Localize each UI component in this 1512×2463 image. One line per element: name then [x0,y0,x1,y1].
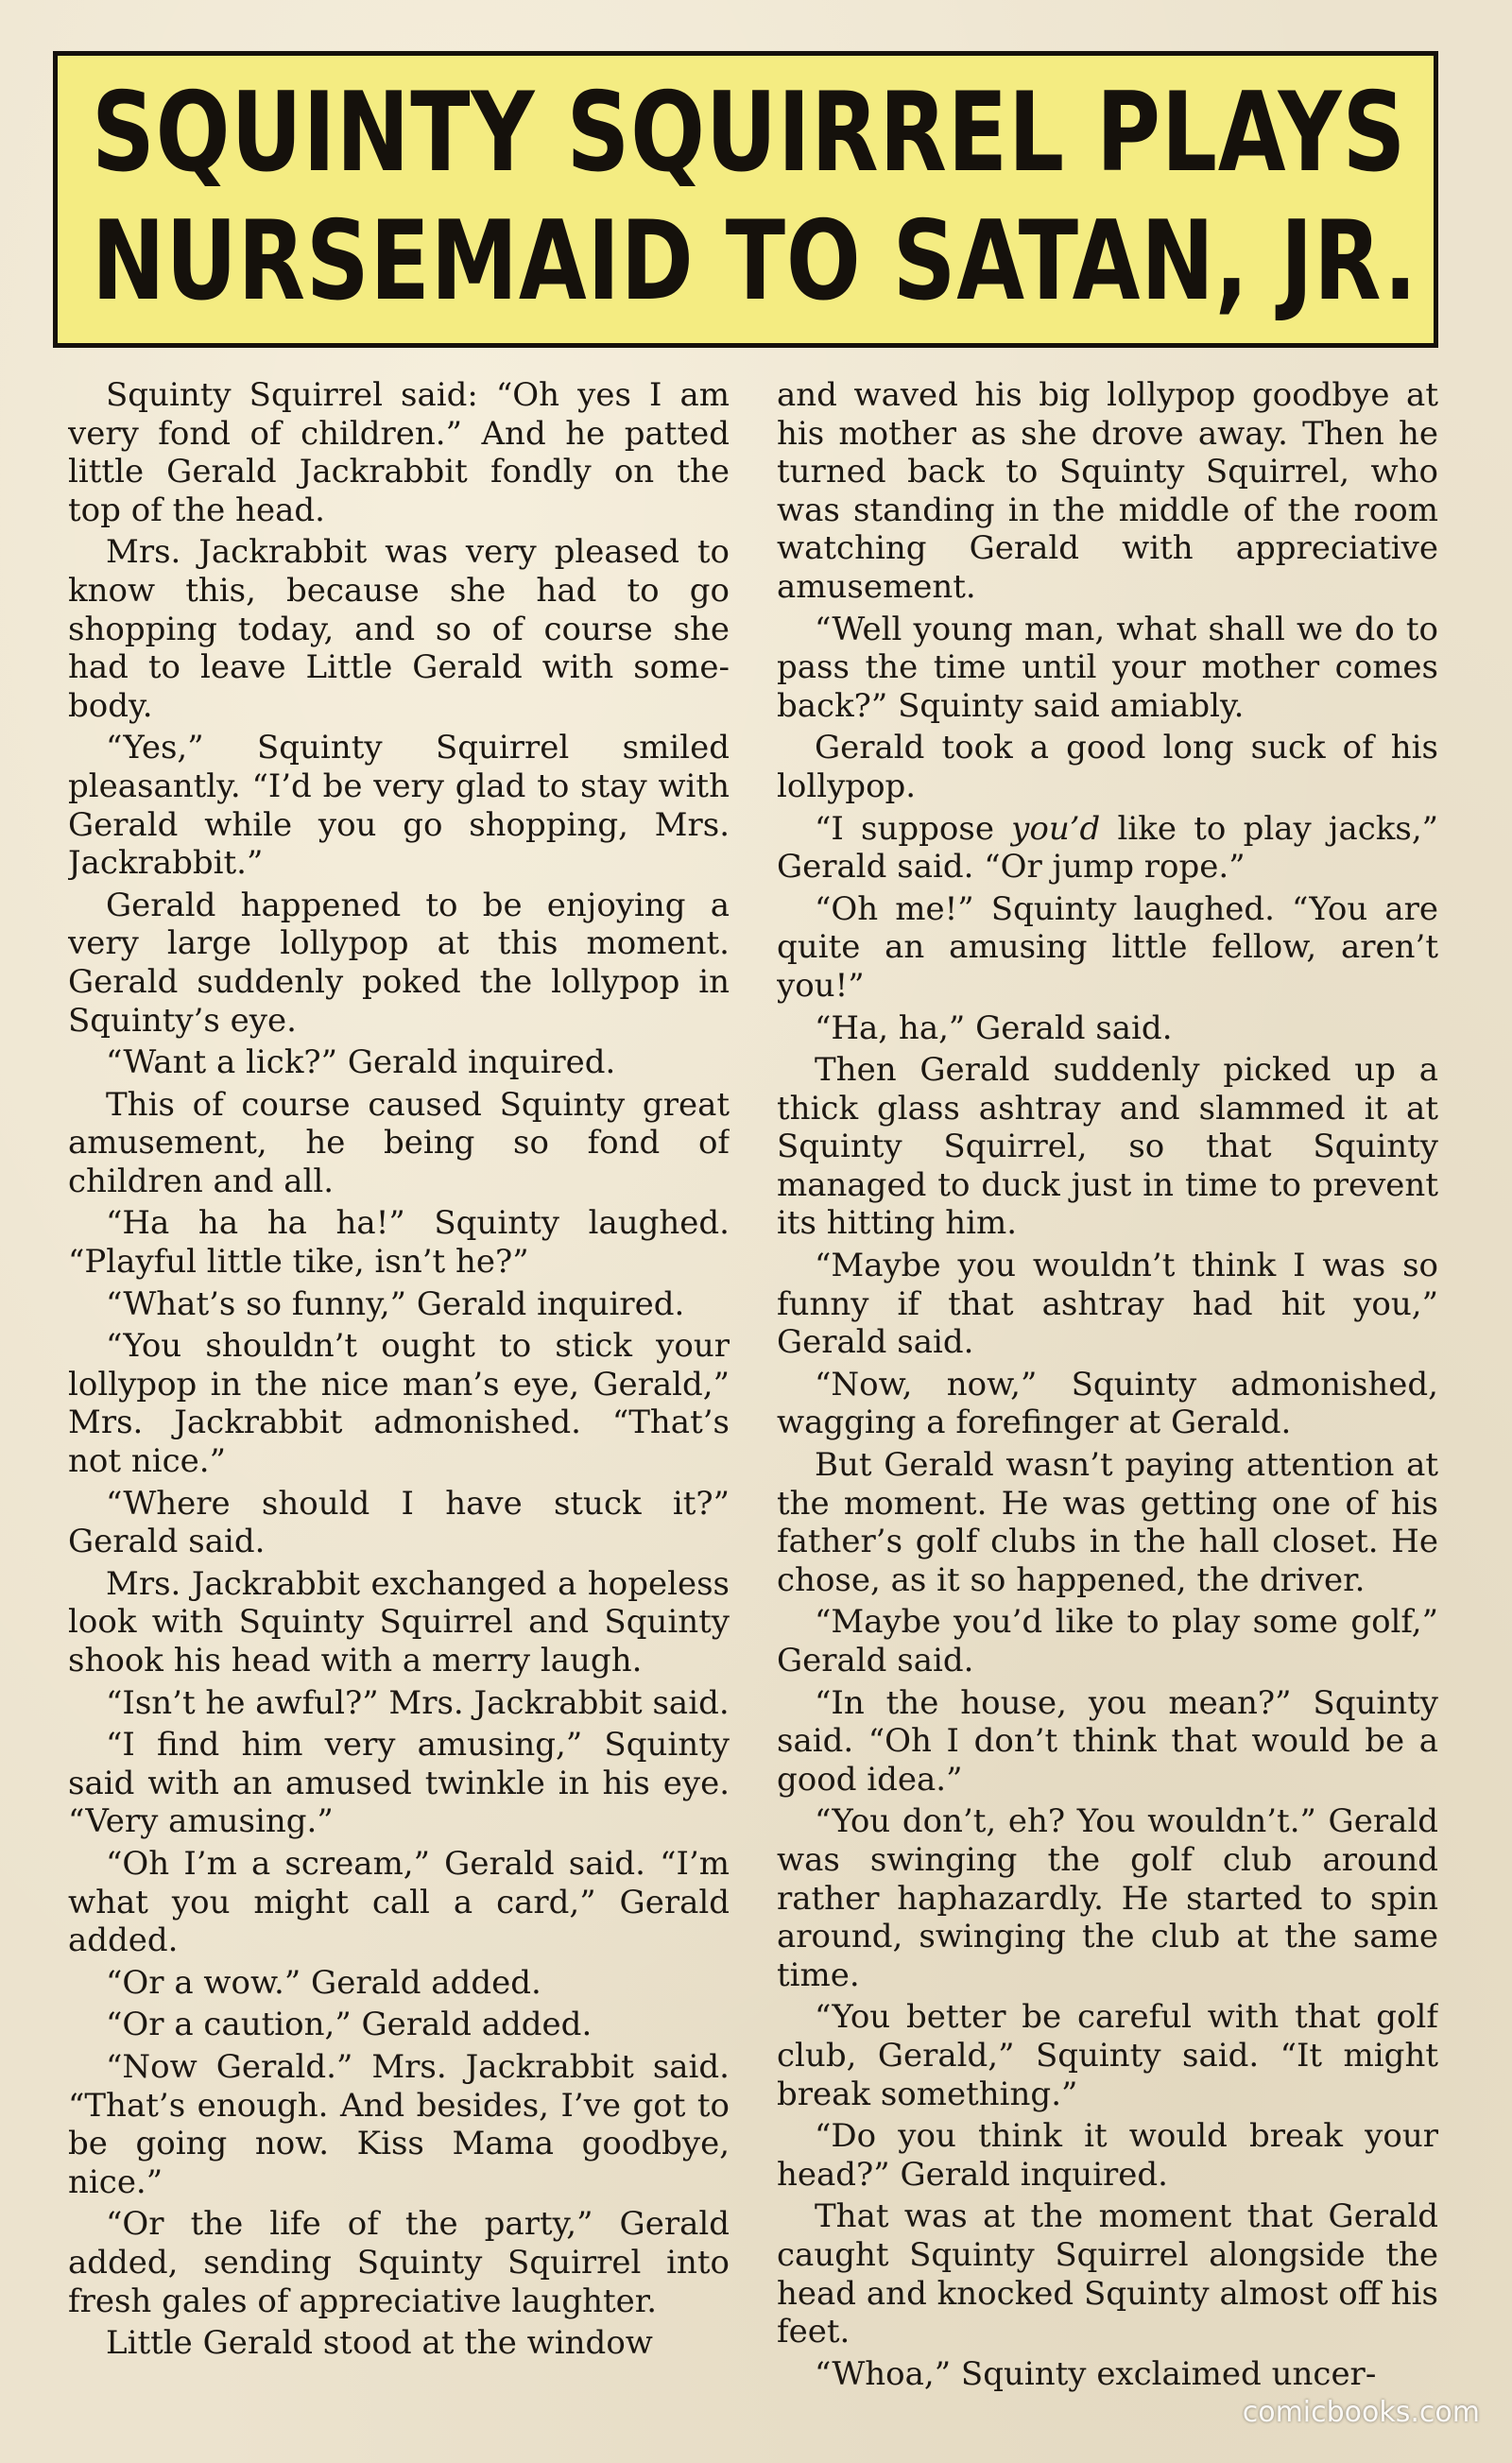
paragraph-continued: and waved his big lollypop goodbye at his mother as she drove away. Then he turned back to Squinty Squirrel, who was standing in the middle of the room watching Gerald with appreciative amusement. [777,376,1438,606]
paragraph: Little Gerald stood at the window [106,2324,653,2363]
paragraph: Gerald happened to be enjoying a very large lollypop at this moment. Gerald suddenly poked the lollypop in Squinty’s eye. [68,886,730,1040]
paragraph: That was at the moment that Gerald caught Squinty Squirrel alongside the head and knocked Squinty almost off his feet. [777,2197,1438,2351]
paragraph: “Now Gerald.” Mrs. Jackrabbit said. “That’s enough. And besides, I’ve got to be going now. Kiss Mama goodbye, nice.” [68,2047,730,2201]
paragraph: “Well young man, what shall we do to pass the time until your mother comes back?” Squinty said amiably. [777,610,1438,725]
paragraph-text: like to play jacks,” Gerald said. “Or jump rope.” [777,809,1438,887]
paragraph: “I find him very amusing,” Squinty said with an amused twinkle in his eye. “Very amusing.” [68,1726,730,1841]
title-line-1: SQUINTY SQUIRREL PLAYS [92,69,1407,197]
paragraph: “You shouldn’t ought to stick your lollypop in the nice man’s eye, Gerald,” Mrs. Jackrabbit admonished. “That’s not nice.” [68,1327,730,1481]
paragraph: “Or a caution,” Gerald added. [106,2006,593,2044]
paragraph-text: “I suppose [815,809,1012,848]
story-columns [68,376,1448,2393]
paragraph: “You don’t, eh? You wouldn’t.” Gerald was swinging the golf club around rather haphazardly. He started to spin around, swinging the club at the same time. [777,1802,1438,1994]
paragraph: “Isn’t he awful?” Mrs. Jackrabbit said. [106,1683,730,1722]
paragraph: “Whoa,” Squinty exclaimed uncer- [815,2354,1377,2393]
title-line-2: NURSEMAID TO SATAN, JR. [92,198,1418,325]
paragraph: Squinty Squirrel said: “Oh yes I am very fond of children.” And he patted little Gerald Jackrabbit fondly on the top of the head. [68,376,730,529]
paragraph: “Ha ha ha ha!” Squinty laughed. “Playful little tike, isn’t he?” [68,1204,730,1282]
paragraph: “Oh I’m a scream,” Gerald said. “I’m what you might call a card,” Gerald added. [68,1844,730,1960]
paragraph: “Yes,” Squinty Squirrel smiled pleasantly. “I’d be very glad to stay with Gerald while you go shopping, Mrs. Jackrabbit.” [68,729,730,883]
paragraph: “Maybe you wouldn’t think I was so funny if that ashtray had hit you,” Gerald said. [777,1247,1438,1362]
watermark-text: comicbooks.com [1242,2396,1480,2429]
title-box [53,51,1438,348]
paragraph: Mrs. Jackrabbit exchanged a hopeless look with Squinty Squirrel and Squinty shook his head with a merry laugh. [68,1564,730,1679]
paragraph: “Or the life of the party,” Gerald added, sending Squinty Squirrel into fresh gales of appreciative laughter. [68,2205,730,2320]
paragraph: Mrs. Jackrabbit was very pleased to know this, because she had to go shopping today, and so of course she had to leave Little Gerald with somebody. [68,533,730,725]
emphasis-text: you’d [1011,809,1101,848]
paragraph: But Gerald wasn’t paying attention at the moment. He was getting one of his father’s golf clubs in the hall closet. He chose, as it so happened, the driver. [777,1446,1438,1599]
paragraph: This of course caused Squinty great amusement, he being so fond of children and all. [68,1085,730,1200]
paragraph: “In the house, you mean?” Squinty said. “Oh I don’t think that would be a good idea.” [777,1683,1438,1799]
paragraph: “Where should I have stuck it?” Gerald said. [68,1484,730,1561]
paragraph: “Want a lick?” Gerald inquired. [106,1043,616,1082]
paragraph: “What’s so funny,” Gerald inquired. [106,1284,685,1323]
story-column-left [68,376,730,2367]
paragraph: “Now, now,” Squinty admonished, wagging a forefinger at Gerald. [777,1365,1438,1442]
paragraph: “Maybe you’d like to play some golf,” Gerald said. [777,1603,1438,1679]
paragraph: “Do you think it would break your head?” Gerald inquired. [777,2117,1438,2194]
paragraph: “Or a wow.” Gerald added. [106,1963,541,2002]
paragraph: Then Gerald suddenly picked up a thick glass ashtray and slammed it at Squinty Squirrel, so that Squinty managed to duck just in time to prevent its hitting him. [777,1051,1438,1243]
paragraph: “Ha, ha,” Gerald said. [815,1008,1173,1047]
paragraph [777,810,1438,887]
story-column-right [777,376,1438,2397]
paragraph: Gerald took a good long suck of his lollypop. [777,729,1438,805]
paragraph: “Oh me!” Squinty laughed. “You are quite an amusing little fellow, aren’t you!” [777,889,1438,1005]
paragraph: “You better be careful with that golf club, Gerald,” Squinty said. “It might break something.” [777,1998,1438,2113]
